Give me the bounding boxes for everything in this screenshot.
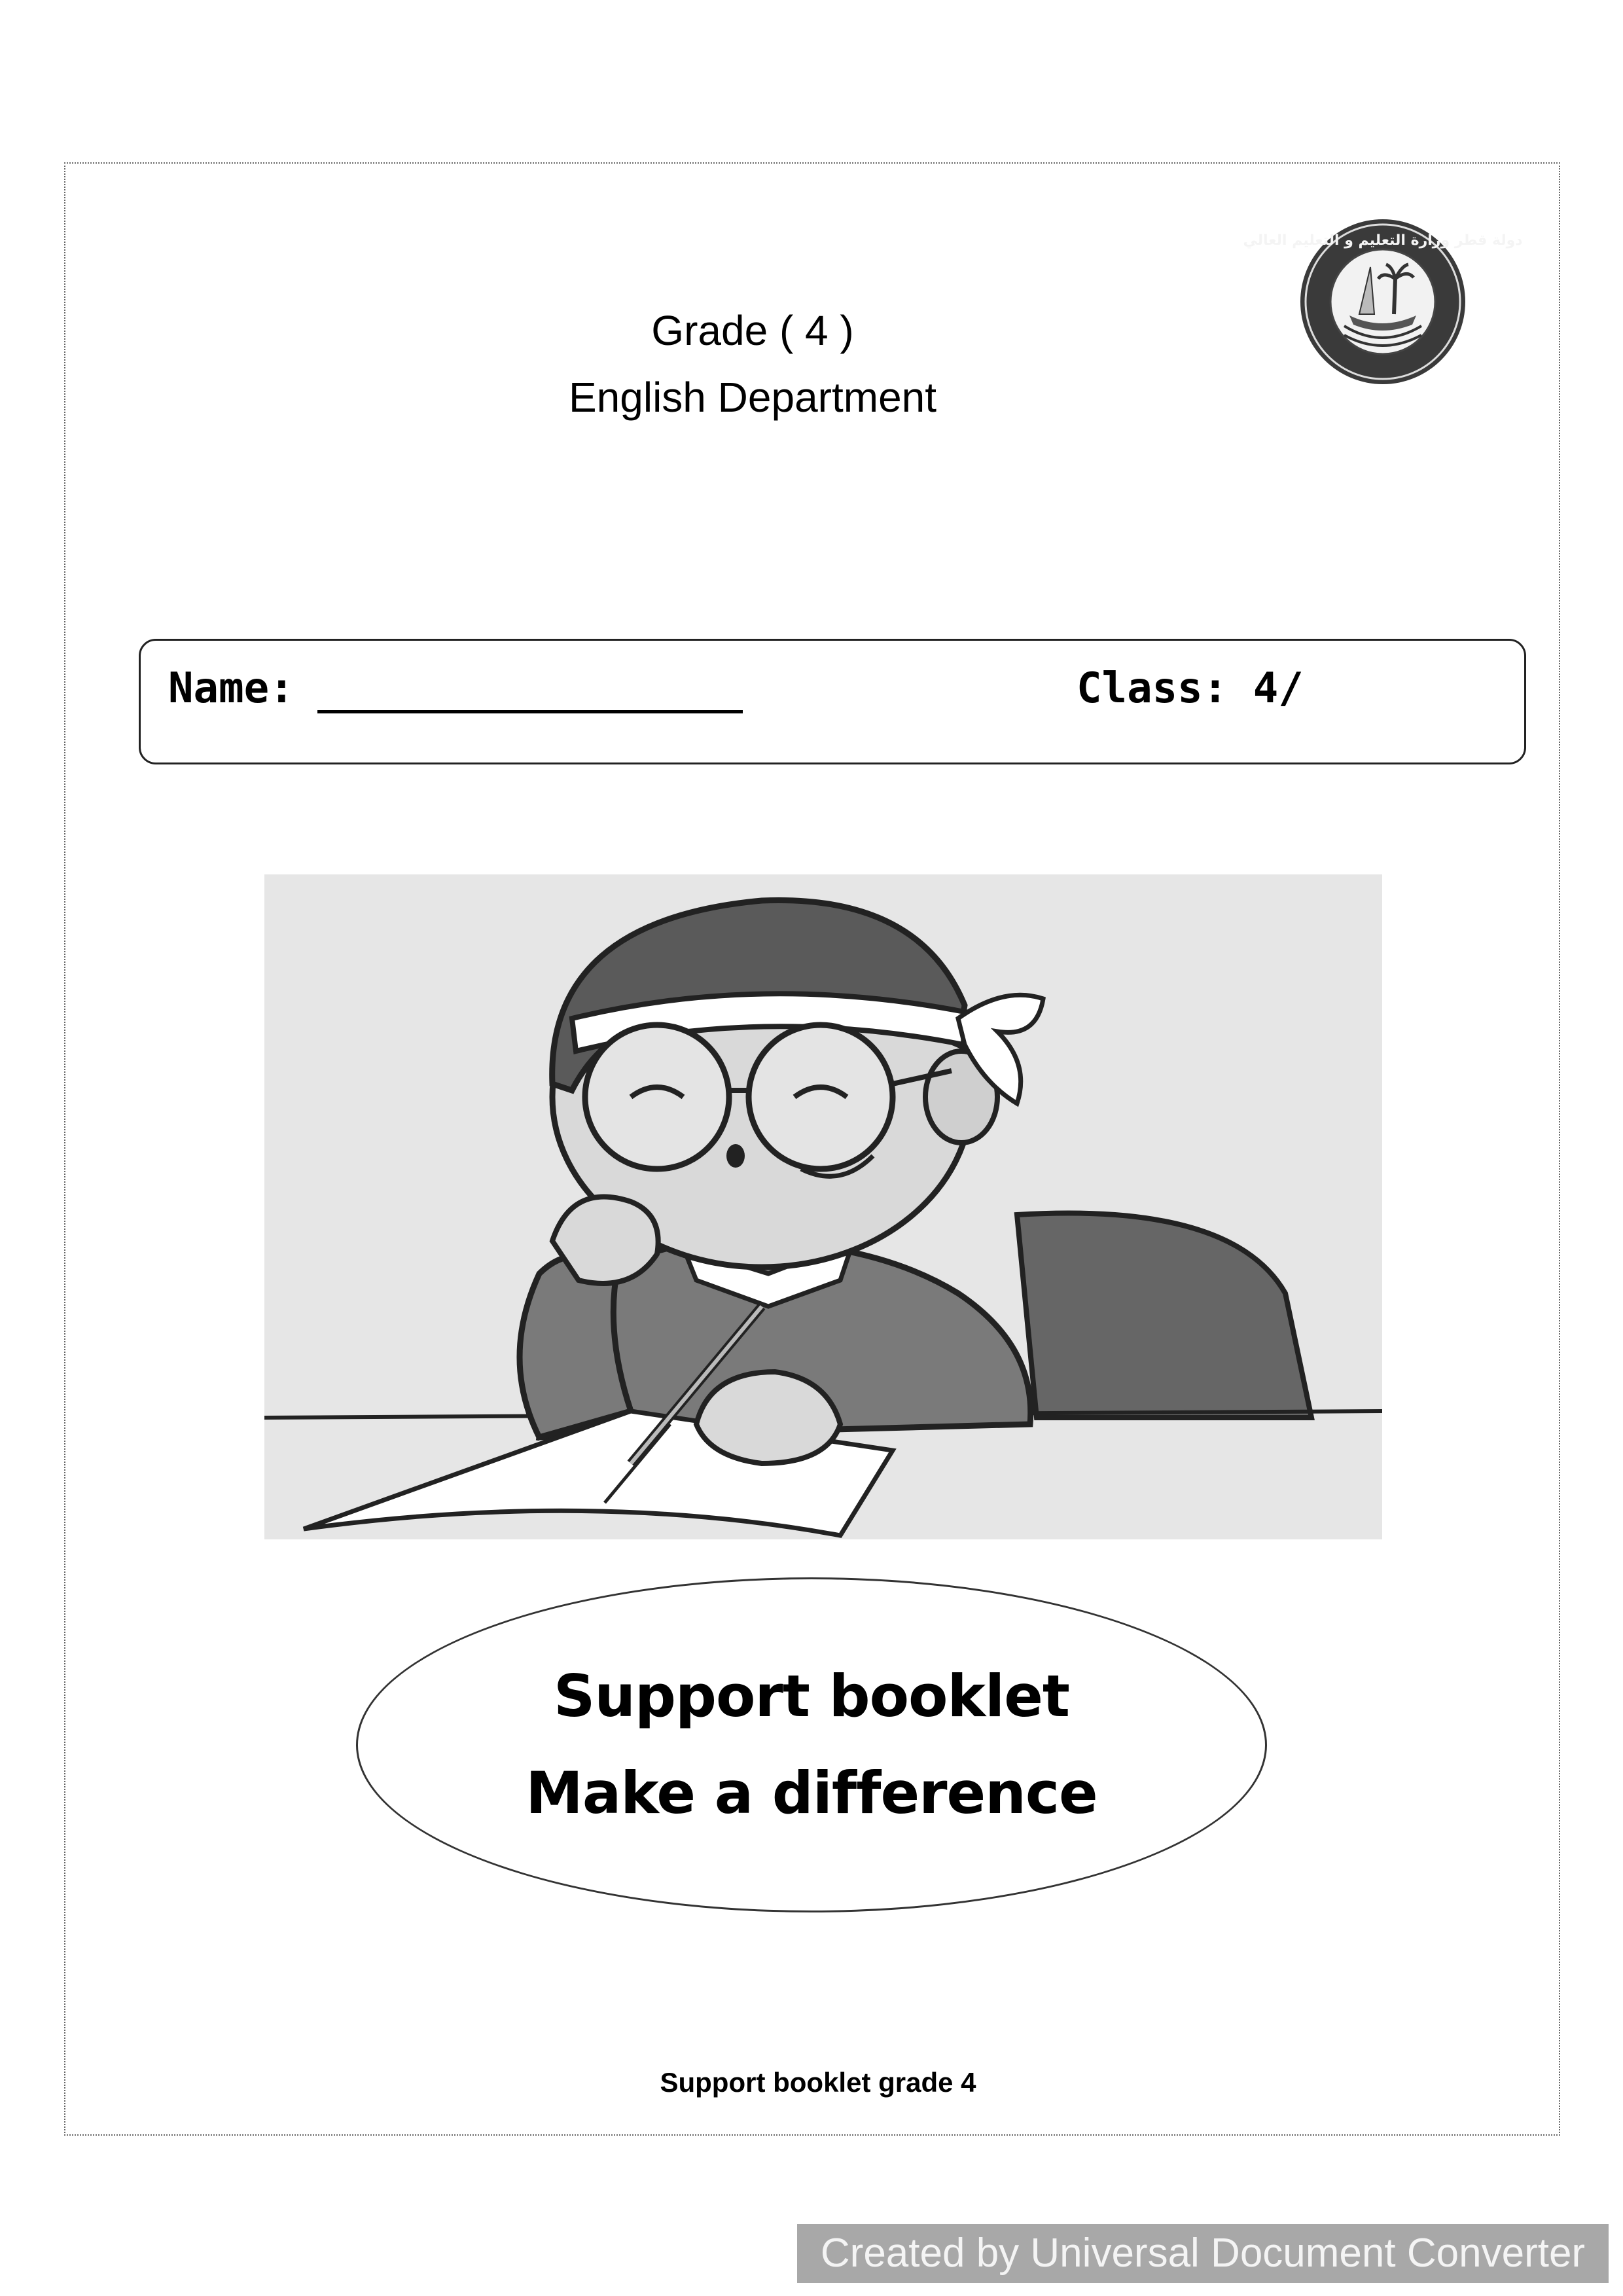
student-writing-illustration (264, 874, 1382, 1539)
emblem-text: دولة قطر وزارة التعليم و التعليم العالي (1243, 232, 1523, 249)
banner-subtitle: Make a difference (526, 1759, 1097, 1827)
class-label: Class: 4/ (1077, 664, 1304, 713)
grade-heading: Grade ( 4 ) (651, 307, 854, 354)
name-field[interactable] (317, 710, 743, 713)
name-label: Name: (168, 664, 294, 713)
page-footer: Support booklet grade 4 (660, 2067, 976, 2098)
student-info-box (139, 639, 1526, 764)
title-banner (356, 1577, 1267, 1912)
qatar-ministry-emblem-icon (1243, 216, 1523, 387)
department-heading: English Department (568, 374, 937, 421)
banner-title: Support booklet (554, 1662, 1069, 1730)
converter-watermark: Created by Universal Document Converter (797, 2224, 1609, 2283)
